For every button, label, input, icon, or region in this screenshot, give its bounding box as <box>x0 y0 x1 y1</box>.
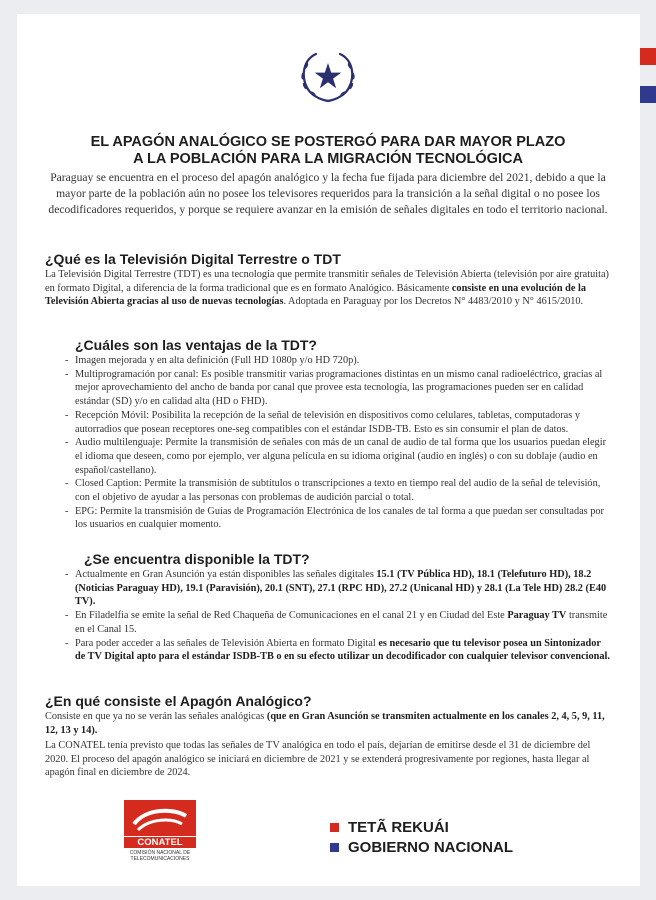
blue-square-icon <box>330 843 339 852</box>
flag-stripe-blue <box>640 86 656 103</box>
list-item: - Imagen mejorada y en alta definición (Full HD 1080p y/o HD 720p). <box>65 354 613 368</box>
paragraph-apagon-2: La CONATEL tenía previsto que todas las señales de TV analógica en todo el país, dejarían de emitirse desde el 31 de diciembre del 2020. El proceso del apagón analógico se iniciará en diciembre de 2021 y se extenderá progresivamente por regiones, hasta llegar al apagón final en diciembre de 2024. <box>45 740 591 779</box>
conatel-logo <box>124 800 196 862</box>
list-item: - Actualmente en Gran Asunción ya están disponibles las señales digitales 15.1 (TV Pública HD), 18.1 (Telefuturo HD), 18.2 (Noticias Paraguay HD), 19.1 (Paravisión), 20.1 (SNT), 27.1 (RPC HD), 27.2 (Unicanal HD) y 28.1 (La Tele HD) 28.2 (E40 TV). <box>65 568 613 609</box>
ventajas-list <box>65 354 613 532</box>
list-item: - Audio multilenguaje: Permite la transmisión de señales con más de un canal de audio de tal forma que los usuarios puedan elegir el idioma que deseen, como por ejemplo, ver alguna película en su idioma original (audio en inglés) o con su doblaje (audio en español/castellano). <box>65 436 613 477</box>
conatel-logo-icon <box>124 800 196 836</box>
flag-stripe-red <box>640 48 656 65</box>
paragraph-apagon-1: Consiste en que ya no se verán las señales analógicas (que en Gran Asunción se transmiten actualmente en los canales 2, 4, 5, 9, 11, 12, 13 y 14). <box>45 711 605 736</box>
conatel-name: CONATEL <box>124 837 196 848</box>
list-item: - Closed Caption: Permite la transmisión de subtítulos o transcripciones a texto en tiempo real del audio de la señal de televisión, con el objetivo de ayudar a las personas con problemas de audición parcial o total. <box>65 477 613 504</box>
heading-disponible: ¿Se encuentra disponible la TDT? <box>84 551 310 567</box>
conatel-subtitle: COMISIÓN NACIONAL DE TELECOMUNICACIONES <box>129 850 191 862</box>
gobierno-nacional-logo <box>330 818 513 858</box>
page-title: EL APAGÓN ANALÓGICO SE POSTERGÓ PARA DAR MAYOR PLAZO A LA POBLACIÓN PARA LA MIGRACIÓN TECNOLÓGICA <box>90 134 566 167</box>
national-seal-star-icon <box>296 46 360 106</box>
heading-apagon: ¿En qué consiste el Apagón Analógico? <box>45 693 312 709</box>
list-item: - EPG: Permite la transmisión de Guías de Programación Electrónica de los canales de tal forma a que puedan ser consultadas por los usuarios en cualquier momento. <box>65 505 613 532</box>
list-item: - Para poder acceder a las señales de Televisión Abierta en formato Digital es necesario que tu televisor posea un Sintonizador de TV Digital apto para el estándar ISDB-TB o en su efecto utilizar un decodificador con cualquier televisor convencional. <box>65 637 613 664</box>
paragraph-que-es-tdt: La Televisión Digital Terrestre (TDT) es una tecnología que permite transmitir señales de Televisión Abierta (televisión por aire gratuita) en formato Digital, a diferencia de la forma tradicional que es en formato Analógico. Básicamente consiste en una evolución de la Televisión Abierta gracias al uso de nuevas tecnologías. Adoptada en Paraguay por los Decretos N° 4483/2010 y N° 4615/2010. <box>45 269 609 308</box>
intro-paragraph: Paraguay se encuentra en el proceso del apagón analógico y la fecha fue fijada para diciembre del 2021, debido a que la mayor parte de la población aún no posee los televisores requeridos para la transición a la señal digital o no posee los decodificadores requeridos, y porque se requiere avanzar en la emisión de señales digitales en todo el territorio nacional. <box>48 171 608 216</box>
heading-ventajas: ¿Cuáles son las ventajas de la TDT? <box>75 337 317 353</box>
list-item: - Multiprogramación por canal: Es posible transmitir varias programaciones distintas en un mismo canal radioeléctrico, gracias al mejor aprovechamiento del ancho de banda por canal que provee esta tecnología, las programaciones pueden ser en calidad estándar (SD) y/o en calidad alta (HD o FHD). <box>65 368 613 409</box>
list-item: - Recepción Móvil: Posibilita la recepción de la señal de televisión en dispositivos como celulares, tabletas, computadoras y autorradios que posean receptores one-seg compatibles con el estándar ISDB-TB. Esto es sin consumir el plan de datos. <box>65 409 613 436</box>
disponible-list <box>65 568 613 664</box>
red-square-icon <box>330 823 339 832</box>
gov-line-spanish: GOBIERNO NACIONAL <box>330 838 513 858</box>
heading-que-es-tdt: ¿Qué es la Televisión Digital Terrestre o TDT <box>45 251 341 267</box>
list-item: - En Filadelfia se emite la señal de Red Chaqueña de Comunicaciones en el canal 21 y en Ciudad del Este Paraguay TV transmite en el Canal 15. <box>65 609 613 636</box>
gov-line-guarani: TETÃ REKUÁI <box>330 818 513 838</box>
